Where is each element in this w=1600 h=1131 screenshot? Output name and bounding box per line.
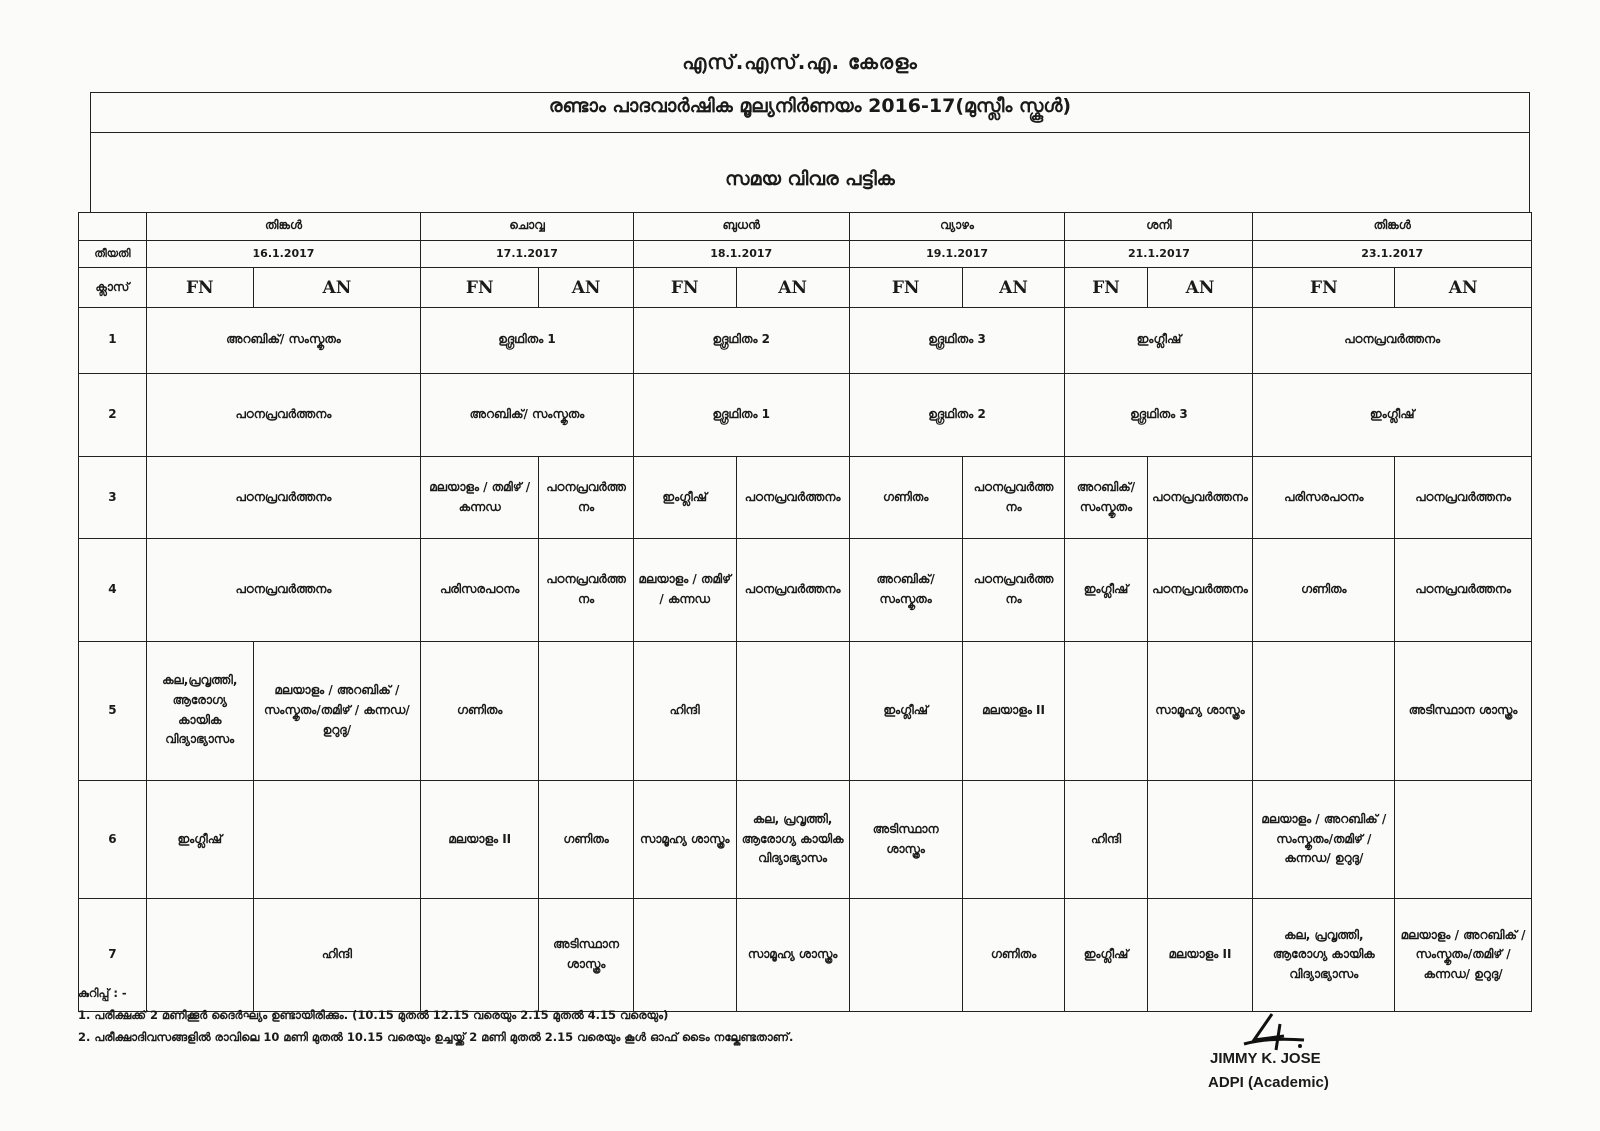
subject-cell: ഹിന്ദി (253, 899, 420, 1012)
subject-cell: മലയാളം / തമിഴ് / കന്നഡ (421, 457, 539, 539)
session-fn: FN (1253, 268, 1395, 308)
subject-cell: അറബിക്/സംസ്കൃതം (849, 539, 962, 641)
session-fn: FN (146, 268, 253, 308)
subject-cell: അറബിക്/ സംസ്കൃതം (421, 373, 634, 457)
date-cell: 23.1.2017 (1253, 240, 1532, 268)
organization-heading: എസ്.എസ്.എ. കേരളം (682, 50, 918, 74)
subject-cell: പഠനപ്രവർത്തനം (736, 539, 849, 641)
subject-cell: ഇംഗ്ലീഷ് (146, 780, 253, 899)
corner-cell (79, 213, 147, 241)
day-header: തിങ്കൾ (1253, 213, 1532, 241)
notes-section (78, 982, 1128, 1048)
subject-cell: ഇംഗ്ലീഷ് (849, 641, 962, 780)
subject-cell: പഠനപ്രവർത്തനം (146, 539, 420, 641)
day-row (79, 213, 1532, 241)
subject-cell: മലയാളം / തമിഴ് / കന്നഡ (633, 539, 736, 641)
session-an: AN (1395, 268, 1532, 308)
subject-cell: കല,പ്രവൃത്തി, ആരോഗ്യ കായിക വിദ്യാഭ്യാസം (146, 641, 253, 780)
day-header: തിങ്കൾ (146, 213, 420, 241)
session-an: AN (736, 268, 849, 308)
subject-cell: കല, പ്രവൃത്തി, ആരോഗ്യ കായിക വിദ്യാഭ്യാസം (736, 780, 849, 899)
signatory-designation: ADPI (Academic) (1208, 1074, 1329, 1091)
subject-cell: സാമൂഹ്യ ശാസ്ത്രം (1147, 641, 1253, 780)
subject-cell: പഠനപ്രവർത്തനം (146, 373, 420, 457)
subject-cell: ഇംഗ്ലീഷ് (633, 457, 736, 539)
subject-cell: ഇംഗ്ലീഷ് (1065, 539, 1147, 641)
date-cell: 19.1.2017 (849, 240, 1065, 268)
subject-cell: സാമൂഹ്യ ശാസ്ത്രം (633, 780, 736, 899)
subject-cell: ഉദ്ഗ്രഥിതം 2 (849, 373, 1065, 457)
class-row-2 (79, 373, 1532, 457)
date-row (79, 240, 1532, 268)
subject-cell: ഉദ്ഗ്രഥിതം 2 (633, 308, 849, 373)
session-fn: FN (633, 268, 736, 308)
subject-cell: അടിസ്ഥാന ശാസ്ത്രം (539, 899, 634, 1012)
subject-cell: അറബിക്/സംസ്കൃതം (1065, 457, 1147, 539)
class-row-1 (79, 308, 1532, 373)
subject-cell: പഠനപ്രവർത്തനം (539, 457, 634, 539)
timetable-subtitle: സമയ വിവര പട്ടിക (725, 168, 895, 190)
class-row-5 (79, 641, 1532, 780)
date-cell: 18.1.2017 (633, 240, 849, 268)
class-number: 6 (79, 780, 147, 899)
class-number: 1 (79, 308, 147, 373)
subject-cell: സാമൂഹ്യ ശാസ്ത്രം (736, 899, 849, 1012)
subject-cell: ഇംഗ്ലീഷ് (1253, 373, 1532, 457)
subject-cell: ഹിന്ദി (1065, 780, 1147, 899)
subject-cell: ഗണിതം (421, 641, 539, 780)
session-an: AN (539, 268, 634, 308)
class-number: 4 (79, 539, 147, 641)
subject-cell: പഠനപ്രവർത്തനം (1147, 539, 1253, 641)
signatory-name: JIMMY K. JOSE (1210, 1050, 1321, 1067)
subject-cell: പഠനപ്രവർത്തനം (962, 457, 1065, 539)
subject-cell: പഠനപ്രവർത്തനം (1395, 457, 1532, 539)
subject-cell: മലയാളം / അറബിക് /സംസ്കൃതം/തമിഴ് / കന്നഡ/ ഉറുദു/ (253, 641, 420, 780)
subject-cell (1253, 641, 1395, 780)
date-label: തീയതി (79, 240, 147, 268)
date-cell: 17.1.2017 (421, 240, 634, 268)
subject-cell: പഠനപ്രവർത്തനം (1395, 539, 1532, 641)
subject-cell (962, 780, 1065, 899)
subject-cell: ഉദ്ഗ്രഥിതം 1 (421, 308, 634, 373)
subject-cell: അടിസ്ഥാന ശാസ്ത്രം (1395, 641, 1532, 780)
subject-cell: പരിസരപഠനം (1253, 457, 1395, 539)
session-an: AN (253, 268, 420, 308)
subject-cell: പഠനപ്രവർത്തനം (1147, 457, 1253, 539)
class-row-6 (79, 780, 1532, 899)
subject-cell: പരിസരപഠനം (421, 539, 539, 641)
day-header: ചൊവ്വ (421, 213, 634, 241)
subject-cell: ഗണിതം (849, 457, 962, 539)
subject-cell: മലയാളം II (962, 641, 1065, 780)
title-divider (90, 132, 1530, 133)
subject-cell: ഉദ്ഗ്രഥിതം 1 (633, 373, 849, 457)
subject-cell: പഠനപ്രവർത്തനം (1253, 308, 1532, 373)
subject-cell: ഇംഗ്ലീഷ് (1065, 308, 1253, 373)
subject-cell: ഗണിതം (539, 780, 634, 899)
subject-cell: പഠനപ്രവർത്തനം (736, 457, 849, 539)
day-header: ശനി (1065, 213, 1253, 241)
subject-cell: പഠനപ്രവർത്തനം (146, 457, 420, 539)
class-label: ക്ലാസ് (79, 268, 147, 308)
subject-cell: ഗണിതം (1253, 539, 1395, 641)
subject-cell: മലയാളം / അറബിക് /സംസ്കൃതം/തമിഴ് / കന്നഡ/ ഉറുദു/ (1395, 899, 1532, 1012)
subject-cell: പഠനപ്രവർത്തനം (962, 539, 1065, 641)
subject-cell: അടിസ്ഥാന ശാസ്ത്രം (849, 780, 962, 899)
note-item: 1. പരീക്ഷക്ക് 2 മണിക്കൂർ ദൈർഘ്യം ഉണ്ടായിരിക്കും. (10.15 മുതൽ 12.15 വരെയും 2.15 മുതൽ 4.15 വരെയും) (78, 1008, 669, 1022)
subject-cell: ഉദ്ഗ്രഥിതം 3 (1065, 373, 1253, 457)
subject-cell: ഉദ്ഗ്രഥിതം 3 (849, 308, 1065, 373)
subject-cell: മലയാളം II (421, 780, 539, 899)
subject-cell: കല, പ്രവൃത്തി, ആരോഗ്യ കായിക വിദ്യാഭ്യാസം (1253, 899, 1395, 1012)
class-number: 3 (79, 457, 147, 539)
class-number: 2 (79, 373, 147, 457)
day-header: ബുധൻ (633, 213, 849, 241)
subject-cell: ഹിന്ദി (633, 641, 736, 780)
subject-cell: മലയാളം / അറബിക് /സംസ്കൃതം/തമിഴ് / കന്നഡ/ ഉറുദു/ (1253, 780, 1395, 899)
session-an: AN (1147, 268, 1253, 308)
notes-heading: കുറിപ്പ് : - (78, 986, 127, 1000)
note-item: 2. പരീക്ഷാദിവസങ്ങളിൽ രാവിലെ 10 മണി മുതൽ 10.15 വരെയും ഉച്ചയ്ക്ക് 2 മണി മുതൽ 2.15 വരെയും കൂൾ ഓഫ് ടൈം നല്കേണ്ടതാണ്. (78, 1030, 794, 1044)
class-number: 7 (79, 899, 147, 1012)
class-row-3 (79, 457, 1532, 539)
class-row-4 (79, 539, 1532, 641)
session-fn: FN (421, 268, 539, 308)
exam-timetable (78, 212, 1532, 1012)
session-row (79, 268, 1532, 308)
session-fn: FN (849, 268, 962, 308)
subject-cell: അറബിക്/ സംസ്കൃതം (146, 308, 420, 373)
date-cell: 16.1.2017 (146, 240, 420, 268)
subject-cell: ഗണിതം (962, 899, 1065, 1012)
subject-cell: പഠനപ്രവർത്തനം (539, 539, 634, 641)
subject-cell (253, 780, 420, 899)
subject-cell: ഇംഗ്ലീഷ് (1065, 899, 1147, 1012)
date-cell: 21.1.2017 (1065, 240, 1253, 268)
class-number: 5 (79, 641, 147, 780)
session-an: AN (962, 268, 1065, 308)
subject-cell (1065, 641, 1147, 780)
day-header: വ്യാഴം (849, 213, 1065, 241)
subject-cell: മലയാളം II (1147, 899, 1253, 1012)
session-fn: FN (1065, 268, 1147, 308)
subject-cell (1395, 780, 1532, 899)
subject-cell (539, 641, 634, 780)
document-title: രണ്ടാം പാദവാർഷിക മൂല്യനിർണയം 2016-17(മുസ്ലീം സ്കൂൾ) (548, 95, 1072, 117)
subject-cell (1147, 780, 1253, 899)
subject-cell (736, 641, 849, 780)
